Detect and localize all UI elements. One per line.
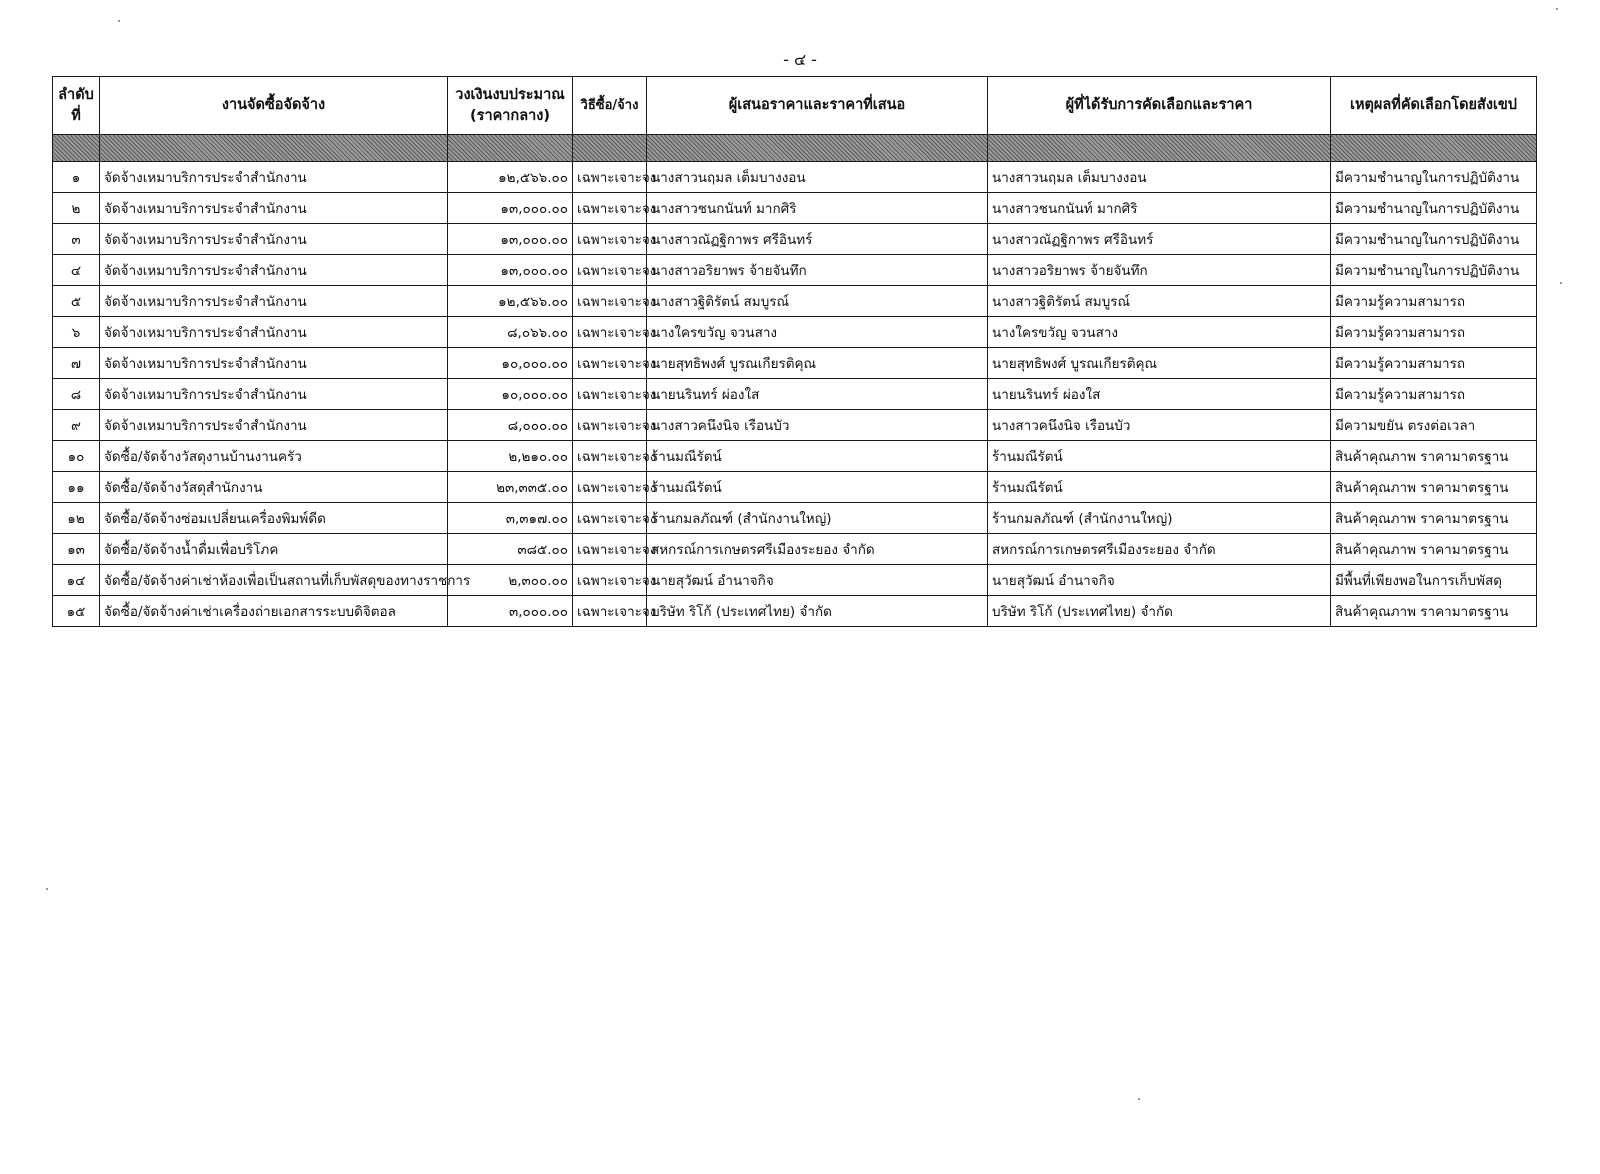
budget-amount: ๑๓,๐๐๐.๐๐	[448, 193, 573, 224]
selection-reason: มีความชำนาญในการปฏิบัติงาน	[1331, 162, 1537, 193]
table-row	[53, 410, 1537, 441]
procurement-method: เฉพาะเจาะจง	[573, 596, 647, 627]
bidder-and-price: นายสุทธิพงศ์ บูรณเกียรติคุณ	[647, 348, 988, 379]
selection-reason: มีพื้นที่เพียงพอในการเก็บพัสดุ	[1331, 565, 1537, 596]
selected-vendor: ร้านกมลภัณฑ์ (สำนักงานใหญ่)	[988, 503, 1331, 534]
row-number: ๑	[53, 162, 100, 193]
selected-vendor: สหกรณ์การเกษตรศรีเมืองระยอง จำกัด	[988, 534, 1331, 565]
procurement-item: จัดจ้างเหมาบริการประจำสำนักงาน	[100, 410, 448, 441]
bidder-and-price: นายนรินทร์ ผ่องใส	[647, 379, 988, 410]
budget-amount: ๓๘๕.๐๐	[448, 534, 573, 565]
row-number: ๓	[53, 224, 100, 255]
header-reason: เหตุผลที่คัดเลือกโดยสังเขป	[1331, 77, 1537, 135]
procurement-method: เฉพาะเจาะจง	[573, 224, 647, 255]
table-row	[53, 441, 1537, 472]
selection-reason: มีความขยัน ตรงต่อเวลา	[1331, 410, 1537, 441]
shaded-cell	[53, 135, 100, 162]
bidder-and-price: บริษัท ริโก้ (ประเทศไทย) จำกัด	[647, 596, 988, 627]
row-number: ๑๓	[53, 534, 100, 565]
row-number: ๑๔	[53, 565, 100, 596]
table-row	[53, 565, 1537, 596]
row-number: ๑๐	[53, 441, 100, 472]
procurement-method: เฉพาะเจาะจง	[573, 441, 647, 472]
procurement-method: เฉพาะเจาะจง	[573, 503, 647, 534]
shaded-cell	[1331, 135, 1537, 162]
table-row	[53, 286, 1537, 317]
row-number: ๑๒	[53, 503, 100, 534]
row-number: ๑๕	[53, 596, 100, 627]
budget-amount: ๑๓,๐๐๐.๐๐	[448, 224, 573, 255]
procurement-item: จัดซื้อ/จัดจ้างวัสดุสำนักงาน	[100, 472, 448, 503]
procurement-table	[52, 76, 1537, 627]
shaded-cell	[448, 135, 573, 162]
bidder-and-price: นางสาวอริยาพร จ้ายจันทึก	[647, 255, 988, 286]
procurement-method: เฉพาะเจาะจง	[573, 162, 647, 193]
bidder-and-price: นางสาวนฤมล เต็มบางงอน	[647, 162, 988, 193]
selection-reason: มีความชำนาญในการปฏิบัติงาน	[1331, 193, 1537, 224]
header-work: งานจัดซื้อจัดจ้าง	[100, 77, 448, 135]
bidder-and-price: นางสาวชนกนันท์ มากศิริ	[647, 193, 988, 224]
procurement-item: จัดซื้อ/จัดจ้างค่าเช่าห้องเพื่อเป็นสถานที่เก็บพัสดุของทางราชการ	[100, 565, 448, 596]
procurement-item: จัดจ้างเหมาบริการประจำสำนักงาน	[100, 348, 448, 379]
procurement-method: เฉพาะเจาะจง	[573, 317, 647, 348]
selection-reason: มีความชำนาญในการปฏิบัติงาน	[1331, 224, 1537, 255]
table-row	[53, 224, 1537, 255]
bidder-and-price: นายสุวัฒน์ อำนาจกิจ	[647, 565, 988, 596]
bidder-and-price: นางสาวฐิติรัตน์ สมบูรณ์	[647, 286, 988, 317]
bidder-and-price: นางสาวคนึงนิจ เรือนบัว	[647, 410, 988, 441]
selected-vendor: นายสุทธิพงศ์ บูรณเกียรติคุณ	[988, 348, 1331, 379]
budget-amount: ๒,๓๐๐.๐๐	[448, 565, 573, 596]
procurement-method: เฉพาะเจาะจง	[573, 193, 647, 224]
selected-vendor: นายนรินทร์ ผ่องใส	[988, 379, 1331, 410]
selection-reason: สินค้าคุณภาพ ราคามาตรฐาน	[1331, 534, 1537, 565]
selected-vendor: นางสาวฐิติรัตน์ สมบูรณ์	[988, 286, 1331, 317]
procurement-item: จัดซื้อ/จัดจ้างซ่อมเปลี่ยนเครื่องพิมพ์ดีด	[100, 503, 448, 534]
selected-vendor: นางสาวชนกนันท์ มากศิริ	[988, 193, 1331, 224]
procurement-method: เฉพาะเจาะจง	[573, 534, 647, 565]
table-row	[53, 348, 1537, 379]
budget-amount: ๑๐,๐๐๐.๐๐	[448, 348, 573, 379]
budget-amount: ๑๒,๕๖๖.๐๐	[448, 162, 573, 193]
shaded-section-row	[53, 135, 1537, 162]
scan-speck	[46, 888, 48, 890]
selection-reason: สินค้าคุณภาพ ราคามาตรฐาน	[1331, 503, 1537, 534]
header-no: ลำดับ ที่	[53, 77, 100, 135]
procurement-item: จัดจ้างเหมาบริการประจำสำนักงาน	[100, 224, 448, 255]
budget-amount: ๘,๐๖๖.๐๐	[448, 317, 573, 348]
selected-vendor: นางใครขวัญ จวนสาง	[988, 317, 1331, 348]
procurement-item: จัดซื้อ/จัดจ้างน้ำดื่มเพื่อบริโภค	[100, 534, 448, 565]
budget-amount: ๑๓,๐๐๐.๐๐	[448, 255, 573, 286]
header-bidders: ผู้เสนอราคาและราคาที่เสนอ	[647, 77, 988, 135]
selected-vendor: บริษัท ริโก้ (ประเทศไทย) จำกัด	[988, 596, 1331, 627]
table-row	[53, 255, 1537, 286]
procurement-item: จัดซื้อ/จัดจ้างวัสดุงานบ้านงานครัว	[100, 441, 448, 472]
procurement-item: จัดจ้างเหมาบริการประจำสำนักงาน	[100, 193, 448, 224]
table-row	[53, 472, 1537, 503]
budget-amount: ๒๓,๓๓๕.๐๐	[448, 472, 573, 503]
selection-reason: มีความรู้ความสามารถ	[1331, 348, 1537, 379]
shaded-cell	[573, 135, 647, 162]
procurement-item: จัดจ้างเหมาบริการประจำสำนักงาน	[100, 286, 448, 317]
row-number: ๘	[53, 379, 100, 410]
bidder-and-price: ร้านกมลภัณฑ์ (สำนักงานใหญ่)	[647, 503, 988, 534]
procurement-item: จัดจ้างเหมาบริการประจำสำนักงาน	[100, 379, 448, 410]
header-budget: วงเงินงบประมาณ (ราคากลาง)	[448, 77, 573, 135]
procurement-method: เฉพาะเจาะจง	[573, 379, 647, 410]
table-row	[53, 379, 1537, 410]
procurement-method: เฉพาะเจาะจง	[573, 348, 647, 379]
shaded-cell	[647, 135, 988, 162]
selection-reason: มีความรู้ความสามารถ	[1331, 286, 1537, 317]
header-method: วิธีซื้อ/จ้าง	[573, 77, 647, 135]
row-number: ๒	[53, 193, 100, 224]
budget-amount: ๑๐,๐๐๐.๐๐	[448, 379, 573, 410]
selected-vendor: นางสาวณัฏฐิกาพร ศรีอินทร์	[988, 224, 1331, 255]
procurement-method: เฉพาะเจาะจง	[573, 472, 647, 503]
scan-speck	[1556, 8, 1558, 10]
bidder-and-price: นางใครขวัญ จวนสาง	[647, 317, 988, 348]
shaded-cell	[100, 135, 448, 162]
scan-speck	[1560, 282, 1562, 284]
row-number: ๕	[53, 286, 100, 317]
procurement-method: เฉพาะเจาะจง	[573, 410, 647, 441]
page-number: - ๔ -	[783, 50, 817, 69]
row-number: ๑๑	[53, 472, 100, 503]
table-row	[53, 596, 1537, 627]
header-row	[53, 77, 1537, 135]
selection-reason: มีความชำนาญในการปฏิบัติงาน	[1331, 255, 1537, 286]
scan-speck	[1138, 1098, 1140, 1100]
procurement-method: เฉพาะเจาะจง	[573, 565, 647, 596]
selection-reason: สินค้าคุณภาพ ราคามาตรฐาน	[1331, 596, 1537, 627]
procurement-method: เฉพาะเจาะจง	[573, 286, 647, 317]
procurement-item: จัดจ้างเหมาบริการประจำสำนักงาน	[100, 317, 448, 348]
budget-amount: ๓,๓๑๗.๐๐	[448, 503, 573, 534]
row-number: ๙	[53, 410, 100, 441]
bidder-and-price: ร้านมณีรัตน์	[647, 441, 988, 472]
bidder-and-price: นางสาวณัฏฐิกาพร ศรีอินทร์	[647, 224, 988, 255]
table-row	[53, 162, 1537, 193]
selected-vendor: ร้านมณีรัตน์	[988, 472, 1331, 503]
procurement-item: จัดจ้างเหมาบริการประจำสำนักงาน	[100, 255, 448, 286]
procurement-item: จัดจ้างเหมาบริการประจำสำนักงาน	[100, 162, 448, 193]
table-row	[53, 503, 1537, 534]
selected-vendor: นางสาวนฤมล เต็มบางงอน	[988, 162, 1331, 193]
budget-amount: ๑๒,๕๖๖.๐๐	[448, 286, 573, 317]
selection-reason: มีความรู้ความสามารถ	[1331, 317, 1537, 348]
shaded-cell	[988, 135, 1331, 162]
header-selected: ผู้ที่ได้รับการคัดเลือกและราคา	[988, 77, 1331, 135]
table-row	[53, 534, 1537, 565]
bidder-and-price: สหกรณ์การเกษตรศรีเมืองระยอง จำกัด	[647, 534, 988, 565]
procurement-item: จัดซื้อ/จัดจ้างค่าเช่าเครื่องถ่ายเอกสารระบบดิจิตอล	[100, 596, 448, 627]
budget-amount: ๓,๐๐๐.๐๐	[448, 596, 573, 627]
row-number: ๖	[53, 317, 100, 348]
table-row	[53, 317, 1537, 348]
scan-speck	[118, 20, 120, 22]
bidder-and-price: ร้านมณีรัตน์	[647, 472, 988, 503]
selection-reason: สินค้าคุณภาพ ราคามาตรฐาน	[1331, 441, 1537, 472]
row-number: ๗	[53, 348, 100, 379]
table-row	[53, 193, 1537, 224]
selected-vendor: นายสุวัฒน์ อำนาจกิจ	[988, 565, 1331, 596]
selected-vendor: นางสาวคนึงนิจ เรือนบัว	[988, 410, 1331, 441]
procurement-method: เฉพาะเจาะจง	[573, 255, 647, 286]
selected-vendor: นางสาวอริยาพร จ้ายจันทึก	[988, 255, 1331, 286]
budget-amount: ๒,๒๑๐.๐๐	[448, 441, 573, 472]
row-number: ๔	[53, 255, 100, 286]
selection-reason: สินค้าคุณภาพ ราคามาตรฐาน	[1331, 472, 1537, 503]
budget-amount: ๘,๐๐๐.๐๐	[448, 410, 573, 441]
selection-reason: มีความรู้ความสามารถ	[1331, 379, 1537, 410]
selected-vendor: ร้านมณีรัตน์	[988, 441, 1331, 472]
